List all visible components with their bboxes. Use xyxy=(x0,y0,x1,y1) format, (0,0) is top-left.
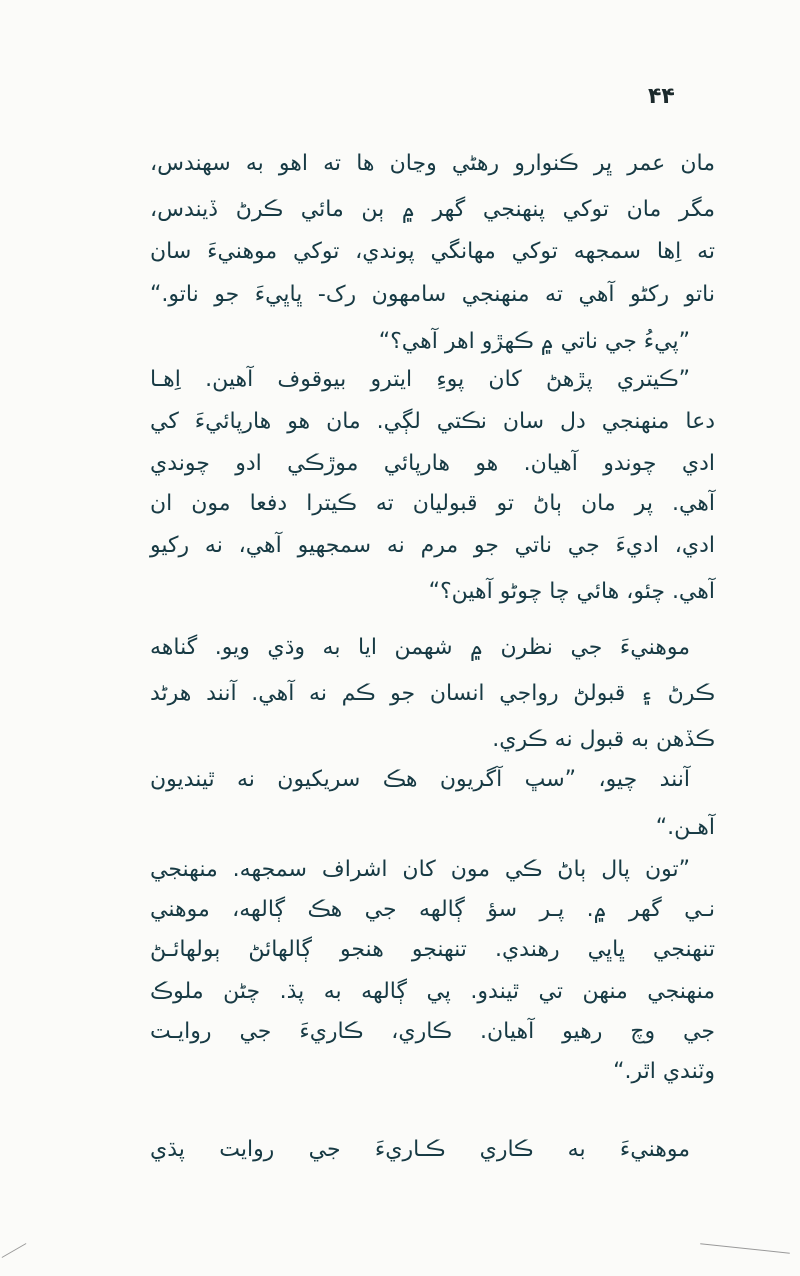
text-line: ته اِها سمجهه توکي مهانگي پوندي، توکي موهنيءَ سان xyxy=(150,239,715,264)
text-line: تنهنجي ڀاڀي رهندي. تنهنجو هنجو ڳالهائڻ ٻولهائـڻ xyxy=(150,937,715,962)
page-number: ۴۴ xyxy=(648,84,675,109)
text-line: موهنيءَ جي نظرن ۾ شهمن ايا به وڌي ويو. گناهه xyxy=(150,635,690,660)
text-line: آهـن.“ xyxy=(655,815,715,840)
text-line: ”پيءُ جي ناتي ۾ ڪهڙو اهر آهي؟“ xyxy=(378,329,690,354)
text-line: منهنجي منهن تي ٿيندو. پي ڳالهه به پڌ. چڻن ملوڪ xyxy=(150,979,715,1004)
text-line: ”ڪيتري پڙهڻ کان پوءِ ايترو بيوقوف آهين. اِهـا xyxy=(150,367,690,392)
text-line: ڪرڻ ۽ قبولڻ رواجي انسان جو ڪم نه آهي. آنند هرڻد xyxy=(150,681,715,706)
text-line: وٽندي اٿر.“ xyxy=(613,1059,715,1084)
text-line: آهي. پر مان ٻاڻ تو قبوليان ته ڪيترا دفعا مون ان xyxy=(150,491,715,516)
text-line: ادي چوندو آهيان. هو هارپائي موڙڪي ادو چوندي xyxy=(150,451,715,476)
text-line: ادي، اديءَ جي ناتي جو مرم نه سمجهيو آهي، نه رکيو xyxy=(150,533,715,558)
text-line: ”تون پال ٻاڻ ڪي مون کان اشراف سمجهه. منهنجي xyxy=(150,857,690,882)
scan-mark xyxy=(700,1243,790,1253)
text-line: دعا منهنجي دل سان نڪتي لڳي. مان هو هارپائيءَ کي xyxy=(150,409,715,434)
text-line: مگر مان توکي پنهنجي گهر ۾ ٻن مائي ڪرڻ ڏيندس، xyxy=(150,197,715,222)
text-line: جي وچ رهيو آهيان. ڪاري، ڪاريءَ جي روايـت xyxy=(150,1019,715,1044)
text-line: مان عمر ڀر ڪنوارو رهڻي وڃان ها ته اهو به سهندس، xyxy=(150,151,715,176)
text-line: ڪڏهن به قبول نه ڪري. xyxy=(492,727,715,752)
text-line: موهنيءَ به ڪاري ڪـاريءَ جي روايت پڌي xyxy=(150,1137,690,1162)
text-line: نـي گهر ۾. پـر سؤ ڳالهه جي هڪ ڳالهه، موهني xyxy=(150,897,715,922)
scan-mark xyxy=(2,1243,27,1258)
text-line: آهي. چئو، هائي چا چوڻو آهين؟“ xyxy=(428,579,715,604)
text-line: آنند چيو، ”سڀ آگريون هڪ سريکيون نه ٿينديون xyxy=(150,767,690,792)
text-line: ناتو رکڻو آهي ته منهنجي سامهون رک- ڀاڀيءَ جو ناتو.“ xyxy=(150,282,715,307)
